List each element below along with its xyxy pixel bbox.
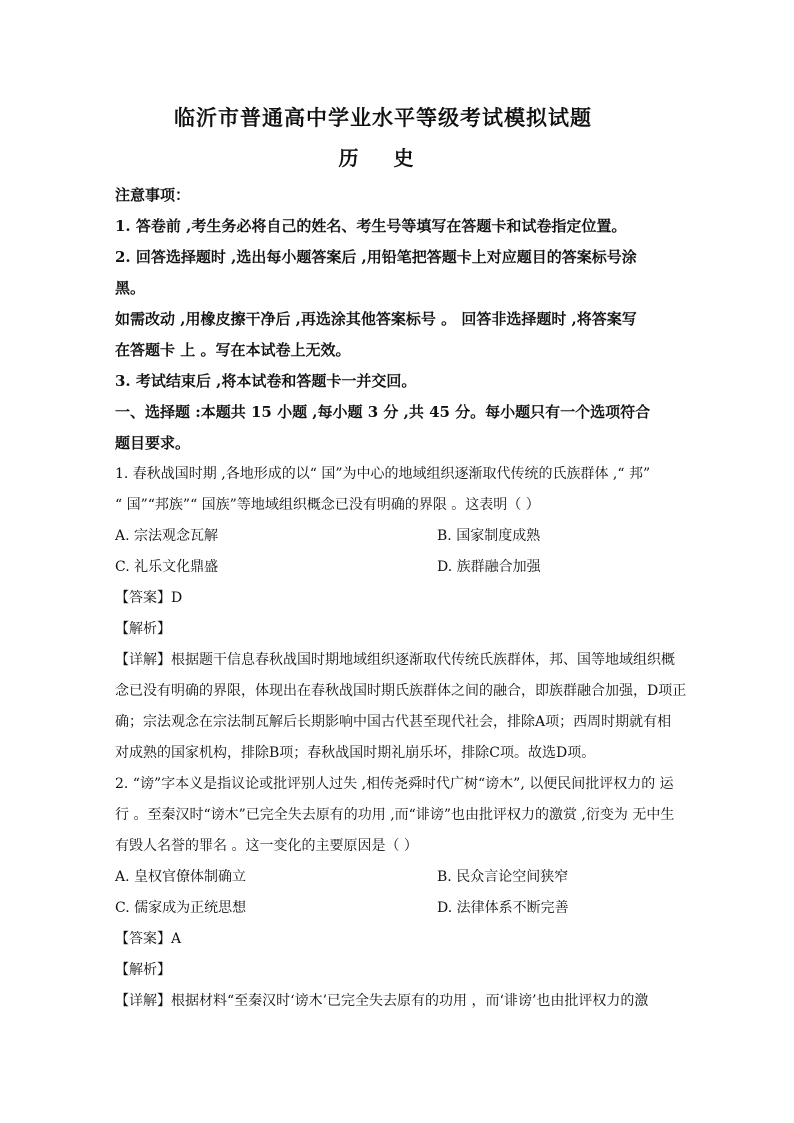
notice-block (115, 180, 651, 397)
question-1 (115, 459, 687, 769)
analysis-label: 【解析】 (115, 621, 171, 637)
options-row (115, 552, 651, 583)
detail-line: 对成熟的国家机构，排除B项；春秋战国时期礼崩乐坏，排除C项。故选D项。 (115, 745, 596, 761)
question-2 (115, 769, 675, 1017)
question-stem-line: “ 国”“邦族”“ 国族”等地域组织概念已没有明确的界限 。这表明（ ） (115, 497, 540, 513)
notice-heading: 注意事项： (115, 186, 191, 204)
question-stem-line: 行 。至秦汉时“谤木”已完全失去原有的功用 ,而“诽谤”也由批评权力的激赏 ,衍变为 无中生 (115, 807, 675, 823)
options-row (115, 521, 651, 552)
question-stem-line: 有毁人名誉的罪名 。这一变化的主要原因是（ ） (115, 838, 418, 854)
page-title: 临沂市普通高中学业水平等级考试模拟试题 (174, 105, 592, 130)
analysis-label: 【解析】 (115, 962, 171, 978)
option-a: A. 皇权官僚体制确立 (115, 869, 247, 885)
option-d: D. 族群融合加强 (437, 559, 541, 575)
notice-line: 1. 答卷前 ,考生务必将自己的姓名、考生号等填写在答题卡和试卷指定位置。 (115, 217, 627, 235)
option-c: C. 儒家成为正统思想 (115, 900, 247, 916)
detail-line: 念已没有明确的界限，体现出在春秋战国时期氏族群体之间的融合，即族群融合加强，D项正 (115, 683, 687, 699)
notice-line: 如需改动 ,用橡皮擦干净后 ,再选涂其他答案标号 。 回答非选择题时 ,将答案写 (115, 310, 637, 328)
answer-label: 【答案】A (115, 931, 182, 947)
subject-title: 历 史 (338, 146, 428, 170)
option-d: D. 法律体系不断完善 (437, 900, 569, 916)
section-line: 一、选择题 :本题共 15 小题 ,每小题 3 分 ,共 45 分。每小题只有一个选项符合 (115, 403, 651, 421)
options-row (115, 862, 651, 893)
notice-line: 黑。 (115, 279, 146, 297)
question-stem-line: 2. “谤”字本义是指议论或批评别人过失 ,相传尧舜时代广树“谤木”, 以便民间批评权力的 运 (115, 776, 674, 792)
option-c: C. 礼乐文化鼎盛 (115, 559, 219, 575)
detail-line: 确；宗法观念在宗法制瓦解后长期影响中国古代甚至现代社会，排除A项；西周时期就有相 (115, 714, 672, 730)
question-stem-line: 1. 春秋战国时期 ,各地形成的以“ 国”为中心的地域组织逐渐取代传统的氏族群体 ,“ 邦” (115, 466, 651, 482)
detail-line: 【详解】根据题干信息春秋战国时期地域组织逐渐取代传统氏族群体，邦、国等地域组织概 (115, 652, 675, 668)
notice-line: 2. 回答选择题时 ,选出每小题答案后 ,用铅笔把答题卡上对应题目的答案标号涂 (115, 248, 637, 266)
notice-line: 在答题卡 上 。写在本试卷上无效。 (115, 341, 351, 359)
option-a: A. 宗法观念瓦解 (115, 528, 219, 544)
notice-line: 3. 考试结束后 ,将本试卷和答题卡一并交回。 (115, 372, 417, 390)
section-line: 题目要求。 (115, 434, 191, 452)
section-heading (115, 397, 651, 459)
options-row (115, 893, 651, 924)
option-b: B. 国家制度成熟 (437, 528, 541, 544)
detail-line: 【详解】根据材料“至秦汉时‘谤木’已完全失去原有的功用 ，而‘诽谤’也由批评权力的激 (115, 993, 649, 1009)
option-b: B. 民众言论空间狭窄 (437, 869, 569, 885)
answer-label: 【答案】D (115, 590, 183, 606)
